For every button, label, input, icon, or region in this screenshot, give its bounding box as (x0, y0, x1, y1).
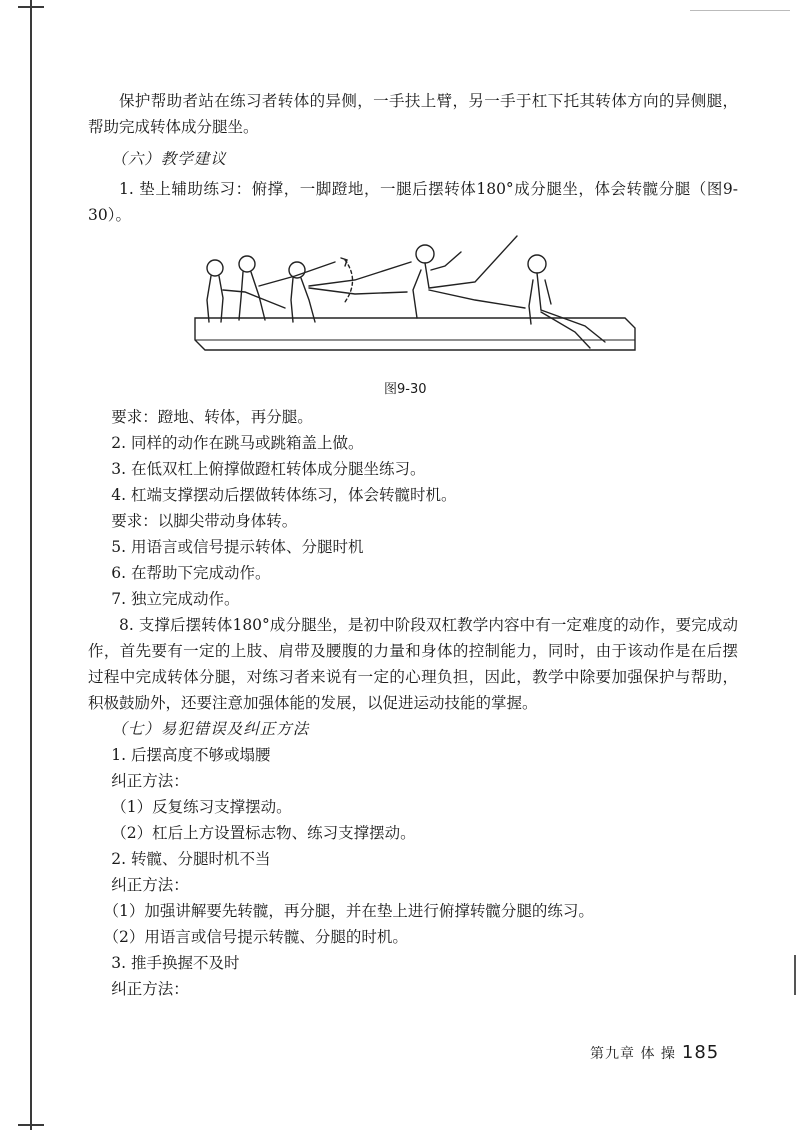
page-footer (590, 1042, 719, 1063)
figure4-leg-down (429, 290, 525, 308)
list-item: 要求：以脚尖带动身体转。 (111, 512, 298, 530)
figure4-head (416, 245, 434, 263)
figure2-head (239, 256, 255, 272)
mat-shape (195, 318, 635, 350)
error-title: 1. 后摆高度不够或塌腰 (111, 746, 271, 764)
figure-caption: 图9-30 (384, 382, 427, 397)
fix-item: （2）杠后上方设置标志物、练习支撑摆动。 (111, 824, 416, 842)
paragraph-mat-drill: 1. 垫上辅助练习：俯撑，一脚蹬地，一腿后摆转体180°成分腿坐，体会转髋分腿（图9-30）。 (88, 180, 738, 224)
binding-top-mark (18, 6, 44, 8)
fix-label: 纠正方法： (111, 772, 189, 790)
error-title: 3. 推手换握不及时 (111, 954, 240, 972)
list-item: 3. 在低双杠上俯撑做蹬杠转体成分腿坐练习。 (111, 460, 426, 478)
fix-label: 纠正方法： (111, 876, 189, 894)
page-number: 185 (681, 1042, 720, 1063)
list-item: 要求：蹬地、转体，再分腿。 (111, 408, 313, 426)
paragraph-spotting: 保护帮助者站在练习者转体的异侧，一手扶上臂，另一手于杠下托其转体方向的异侧腿，帮助完成转体成分腿坐。 (88, 92, 738, 136)
figure3-leg-back (309, 288, 407, 294)
gymnastics-mat-drill-illustration (185, 230, 645, 380)
figure3-body (291, 278, 315, 322)
list-item: 5. 用语言或信号提示转体、分腿时机 (111, 538, 364, 556)
binding-bottom-mark (18, 1124, 44, 1126)
binding-line (30, 0, 32, 1130)
top-text-block (88, 88, 738, 228)
list-item: 7. 独立完成动作。 (111, 590, 240, 608)
figure5-head (528, 255, 546, 273)
paragraph-item-8: 8. 支撑后摆转体180°成分腿坐，是初中阶段双杠教学内容中有一定难度的动作，要完成动作，首先要有一定的上肢、肩带及腰腹的力量和身体的控制能力，同时，由于该动作是在后摆过程中完成转体分腿，对练习者来说有一定的心理负担，因此，教学中除要加强保护与帮助，积极鼓励外，还要注意加强体能的发展，以促进运动技能的掌握。 (88, 616, 738, 712)
chapter-label: 第九章 体 操 (590, 1046, 676, 1062)
figure1-body (207, 276, 223, 322)
heading-common-errors: （七）易犯错误及纠正方法 (111, 720, 310, 738)
figure2-leg (259, 262, 335, 286)
scan-edge-line (690, 10, 790, 11)
figure4-leg-up (429, 236, 517, 288)
fix-item: （1）反复练习支撑摆动。 (111, 798, 292, 816)
list-item: 4. 杠端支撑摆动后摆做转体练习，体会转髋时机。 (111, 486, 457, 504)
requirements-list (88, 404, 738, 1002)
list-item: 6. 在帮助下完成动作。 (111, 564, 271, 582)
figure1-head (207, 260, 223, 276)
figure1-leg (223, 290, 285, 308)
figure2-body (239, 272, 265, 320)
fix-label: 纠正方法： (111, 980, 189, 998)
scan-edge-mark (794, 955, 796, 995)
heading-teaching-suggestions: （六）教学建议 (111, 150, 227, 168)
fix-item: （2）用语言或信号提示转髋、分腿的时机。 (103, 928, 408, 946)
fix-item: （1）加强讲解要先转髋，再分腿，并在垫上进行俯撑转髋分腿的练习。 (103, 902, 594, 920)
list-item: 2. 同样的动作在跳马或跳箱盖上做。 (111, 434, 364, 452)
rotation-arrow (341, 258, 347, 266)
error-title: 2. 转髋、分腿时机不当 (111, 850, 271, 868)
